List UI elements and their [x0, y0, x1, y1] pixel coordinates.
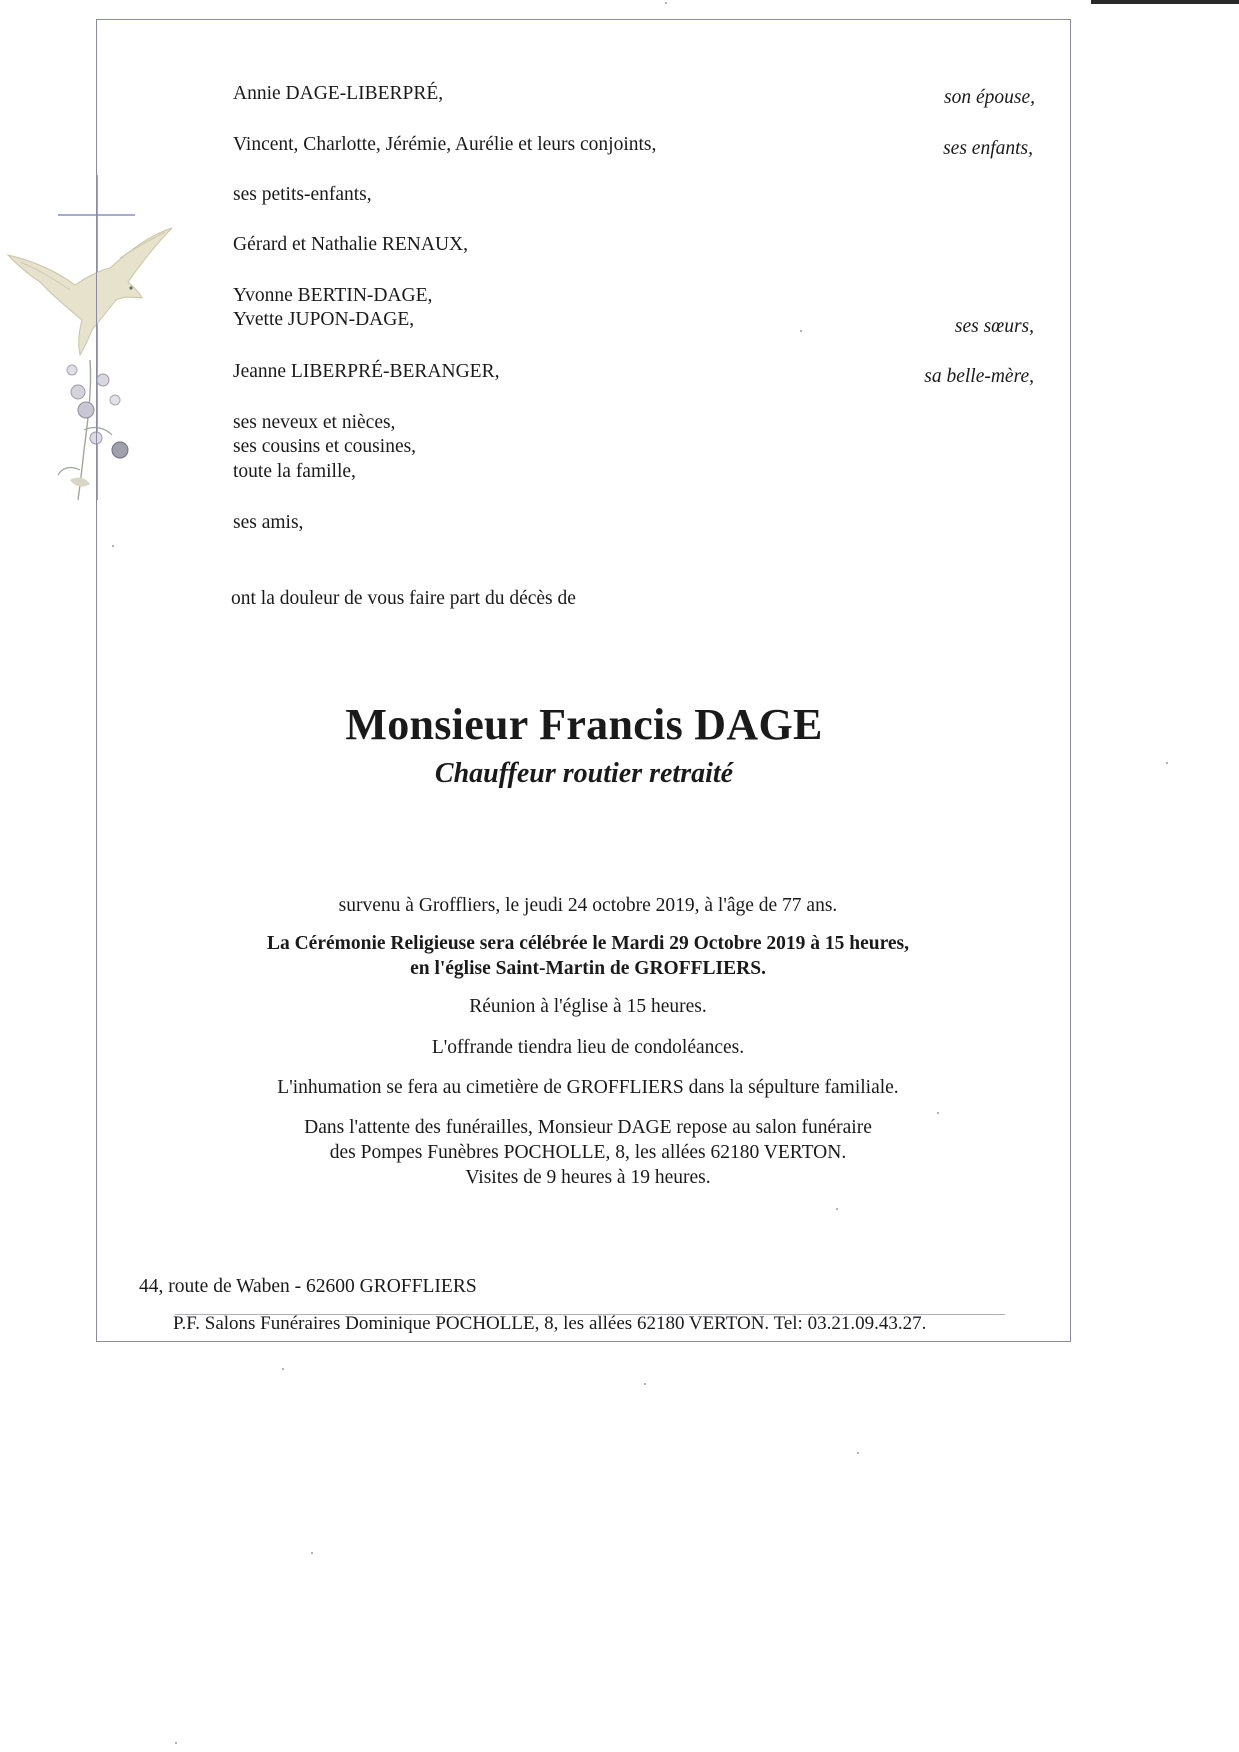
scan-speck — [311, 1552, 313, 1554]
death-details: survenu à Groffliers, le jeudi 24 octobre 2019, à l'âge de 77 ans. — [338, 895, 838, 916]
deceased-profession: Chauffeur routier retraité — [434, 758, 734, 789]
children-role: ses enfants, — [943, 138, 1033, 159]
sister-1: Yvonne BERTIN-DAGE, — [233, 285, 433, 306]
scan-speck — [1166, 762, 1168, 764]
sister-2: Yvette JUPON-DAGE, — [233, 309, 415, 330]
mother-in-law-name: Jeanne LIBERPRÉ-BERANGER, — [233, 361, 500, 382]
wife-name: Annie DAGE-LIBERPRÉ, — [233, 83, 444, 104]
ceremony-line-2: en l'église Saint-Martin de GROFFLIERS. — [410, 958, 766, 979]
ceremony-line-1: La Cérémonie Religieuse sera célébrée le Mardi 29 Octobre 2019 à 15 heures, — [266, 933, 910, 954]
whole-family: toute la famille, — [233, 461, 356, 482]
scan-speck — [175, 1742, 177, 1744]
scan-speck — [836, 1208, 838, 1210]
meeting-info: Réunion à l'église à 15 heures. — [469, 996, 707, 1017]
friends: ses amis, — [233, 512, 304, 533]
scan-speck — [665, 2, 667, 4]
mother-in-law-role: sa belle-mère, — [924, 366, 1034, 387]
relatives-renaux: Gérard et Nathalie RENAUX, — [233, 234, 468, 255]
scan-speck — [644, 1383, 646, 1385]
announcement-intro: ont la douleur de vous faire part du décès de — [231, 588, 576, 609]
scan-speck — [857, 1452, 859, 1454]
scan-speck — [112, 545, 114, 547]
burial-info: L'inhumation se fera au cimetière de GROFFLIERS dans la sépulture familiale. — [277, 1077, 899, 1098]
scan-speck — [937, 1112, 939, 1114]
wife-role: son épouse, — [944, 87, 1035, 108]
scan-edge-mark — [1091, 0, 1239, 4]
deceased-name: Monsieur Francis DAGE — [345, 700, 823, 749]
grandchildren: ses petits-enfants, — [233, 184, 372, 205]
family-address: 44, route de Waben - 62600 GROFFLIERS — [139, 1276, 477, 1297]
cousins: ses cousins et cousines, — [233, 436, 417, 457]
wake-line-2: des Pompes Funèbres POCHOLLE, 8, les allées 62180 VERTON. — [329, 1142, 847, 1163]
scan-speck — [282, 1368, 284, 1370]
sisters-role: ses sœurs, — [954, 316, 1034, 337]
children-names: Vincent, Charlotte, Jérémie, Aurélie et leurs conjoints, — [233, 134, 657, 155]
wake-line-3: Visites de 9 heures à 19 heures. — [465, 1167, 711, 1188]
wake-line-1: Dans l'attente des funérailles, Monsieur DAGE repose au salon funéraire — [304, 1117, 872, 1138]
funeral-home-info: P.F. Salons Funéraires Dominique POCHOLLE, 8, les allées 62180 VERTON. Tel: 03.21.09.43.27. — [173, 1313, 927, 1334]
offering-info: L'offrande tiendra lieu de condoléances. — [431, 1037, 745, 1058]
scan-speck — [800, 330, 802, 332]
nephews-nieces: ses neveux et nièces, — [233, 412, 396, 433]
